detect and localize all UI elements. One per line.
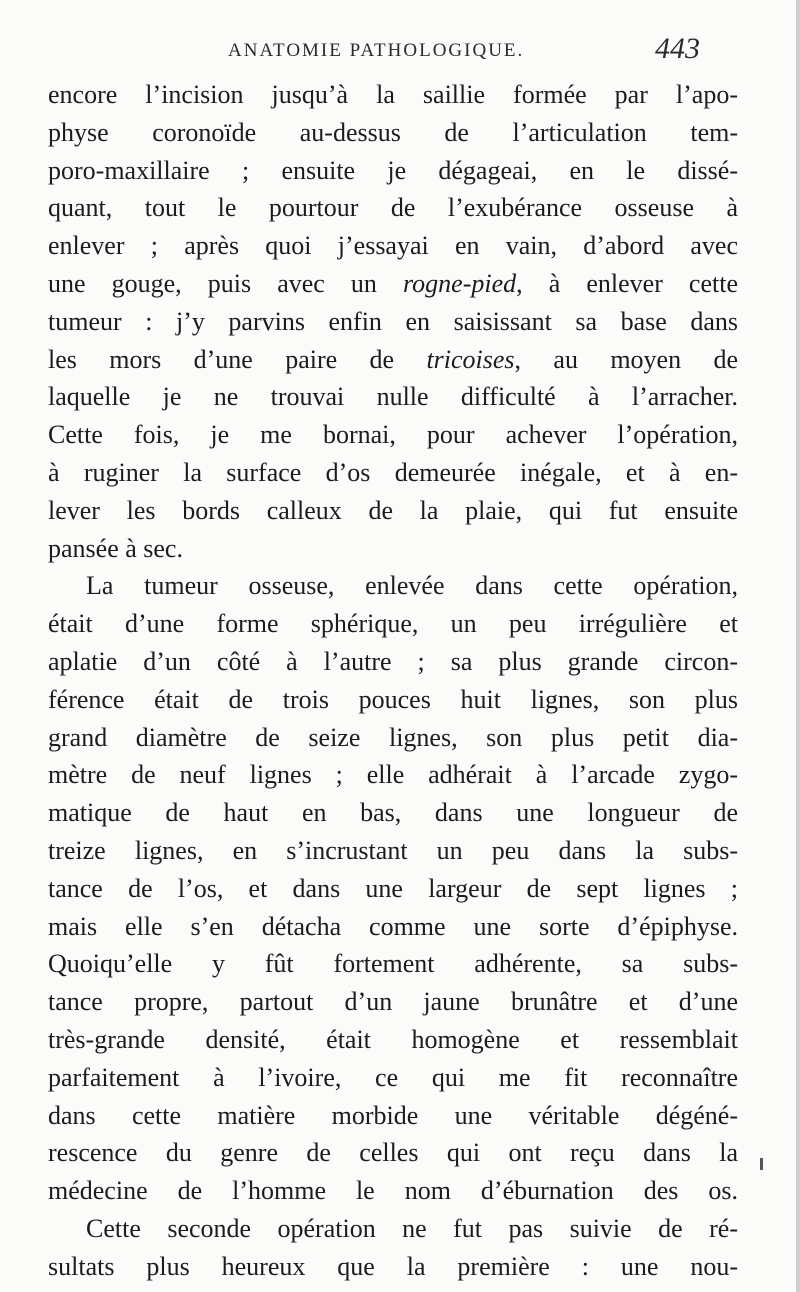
text-line-22: tance de l’os, et dans une largeur de sept lignes ;: [48, 873, 738, 903]
text-line-1: encore l’incision jusqu’à la saillie formée par l’apo-: [48, 80, 738, 109]
margin-mark: [760, 1158, 763, 1170]
text-line-18: grand diamètre de seize lignes, son plus petit dia-: [48, 722, 738, 752]
text-line-12: lever les bords calleux de la plaie, qui fut ensuite: [48, 495, 738, 525]
text-line-16: aplatie d’un côté à l’autre ; sa plus grande circon-: [48, 646, 738, 676]
text-line-8-start: les mors d’une paire de: [48, 344, 395, 374]
text-line-25: tance propre, partout d’un jaune brunâtre et d’une: [48, 987, 738, 1017]
text-line-26: très-grande densité, était homogène et ressemblait: [48, 1024, 738, 1054]
text-line-9: laquelle je ne trouvai nulle difficulté à l’arracher.: [48, 382, 738, 412]
text-line-20: matique de haut en bas, dans une longueur de: [48, 798, 738, 828]
running-head: ANATOMIE PATHOLOGIQUE.: [228, 40, 525, 61]
text-line-6-start: une gouge, puis avec un: [48, 268, 377, 298]
text-line-3: poro-maxillaire ; ensuite je dégageai, en le dissé-: [48, 155, 738, 185]
text-line-6-end: , à enlever cette: [516, 268, 739, 298]
text-line-31: Cette seconde opération ne fut pas suivie de ré-: [86, 1213, 738, 1243]
text-line-32: sultats plus heureux que la première : une nou-: [48, 1251, 738, 1281]
body-text: [48, 76, 738, 1286]
text-line-27: parfaitement à l’ivoire, ce qui me fit reconnaître: [48, 1062, 738, 1092]
text-line-15: était d’une forme sphérique, un peu irrégulière et: [48, 609, 738, 639]
italic-tricoises: tricoises: [426, 344, 515, 374]
text-line-30: médecine de l’homme le nom d’éburnation des os.: [48, 1176, 738, 1206]
text-line-28: dans cette matière morbide une véritable dégéné-: [48, 1100, 738, 1130]
page-header: [0, 32, 800, 72]
text-line-21: treize lignes, en s’incrustant un peu dans la subs-: [48, 835, 738, 865]
text-line-29: rescence du genre de celles qui ont reçu dans la: [48, 1138, 738, 1168]
page-number: 443: [655, 32, 700, 65]
text-line-6: [48, 265, 738, 303]
text-line-19: mètre de neuf lignes ; elle adhérait à l’arcade zygo-: [48, 760, 738, 790]
text-line-24: Quoiqu’elle y fût fortement adhérente, sa subs-: [48, 949, 738, 979]
text-line-4: quant, tout le pourtour de l’exubérance osseuse à: [48, 193, 738, 223]
text-line-5: enlever ; après quoi j’essayai en vain, d’abord avec: [48, 231, 738, 261]
text-line-23: mais elle s’en détacha comme une sorte d’épiphyse.: [48, 911, 738, 941]
italic-rogne-pied: rogne-pied: [403, 268, 517, 298]
text-line-14: La tumeur osseuse, enlevée dans cette opération,: [86, 571, 738, 601]
text-line-8: [48, 341, 738, 379]
text-line-7: tumeur : j’y parvins enfin en saisissant sa base dans: [48, 306, 738, 336]
text-line-17: férence était de trois pouces huit lignes, son plus: [48, 684, 738, 714]
text-line-11: à ruginer la surface d’os demeurée inégale, et à en-: [48, 457, 738, 487]
text-line-2: physe coronoïde au-dessus de l’articulation tem-: [48, 117, 738, 147]
text-line-13: pansée à sec.: [48, 533, 183, 563]
text-line-8-end: , au moyen de: [514, 344, 738, 374]
text-line-10: Cette fois, je me bornai, pour achever l’opération,: [48, 420, 738, 450]
